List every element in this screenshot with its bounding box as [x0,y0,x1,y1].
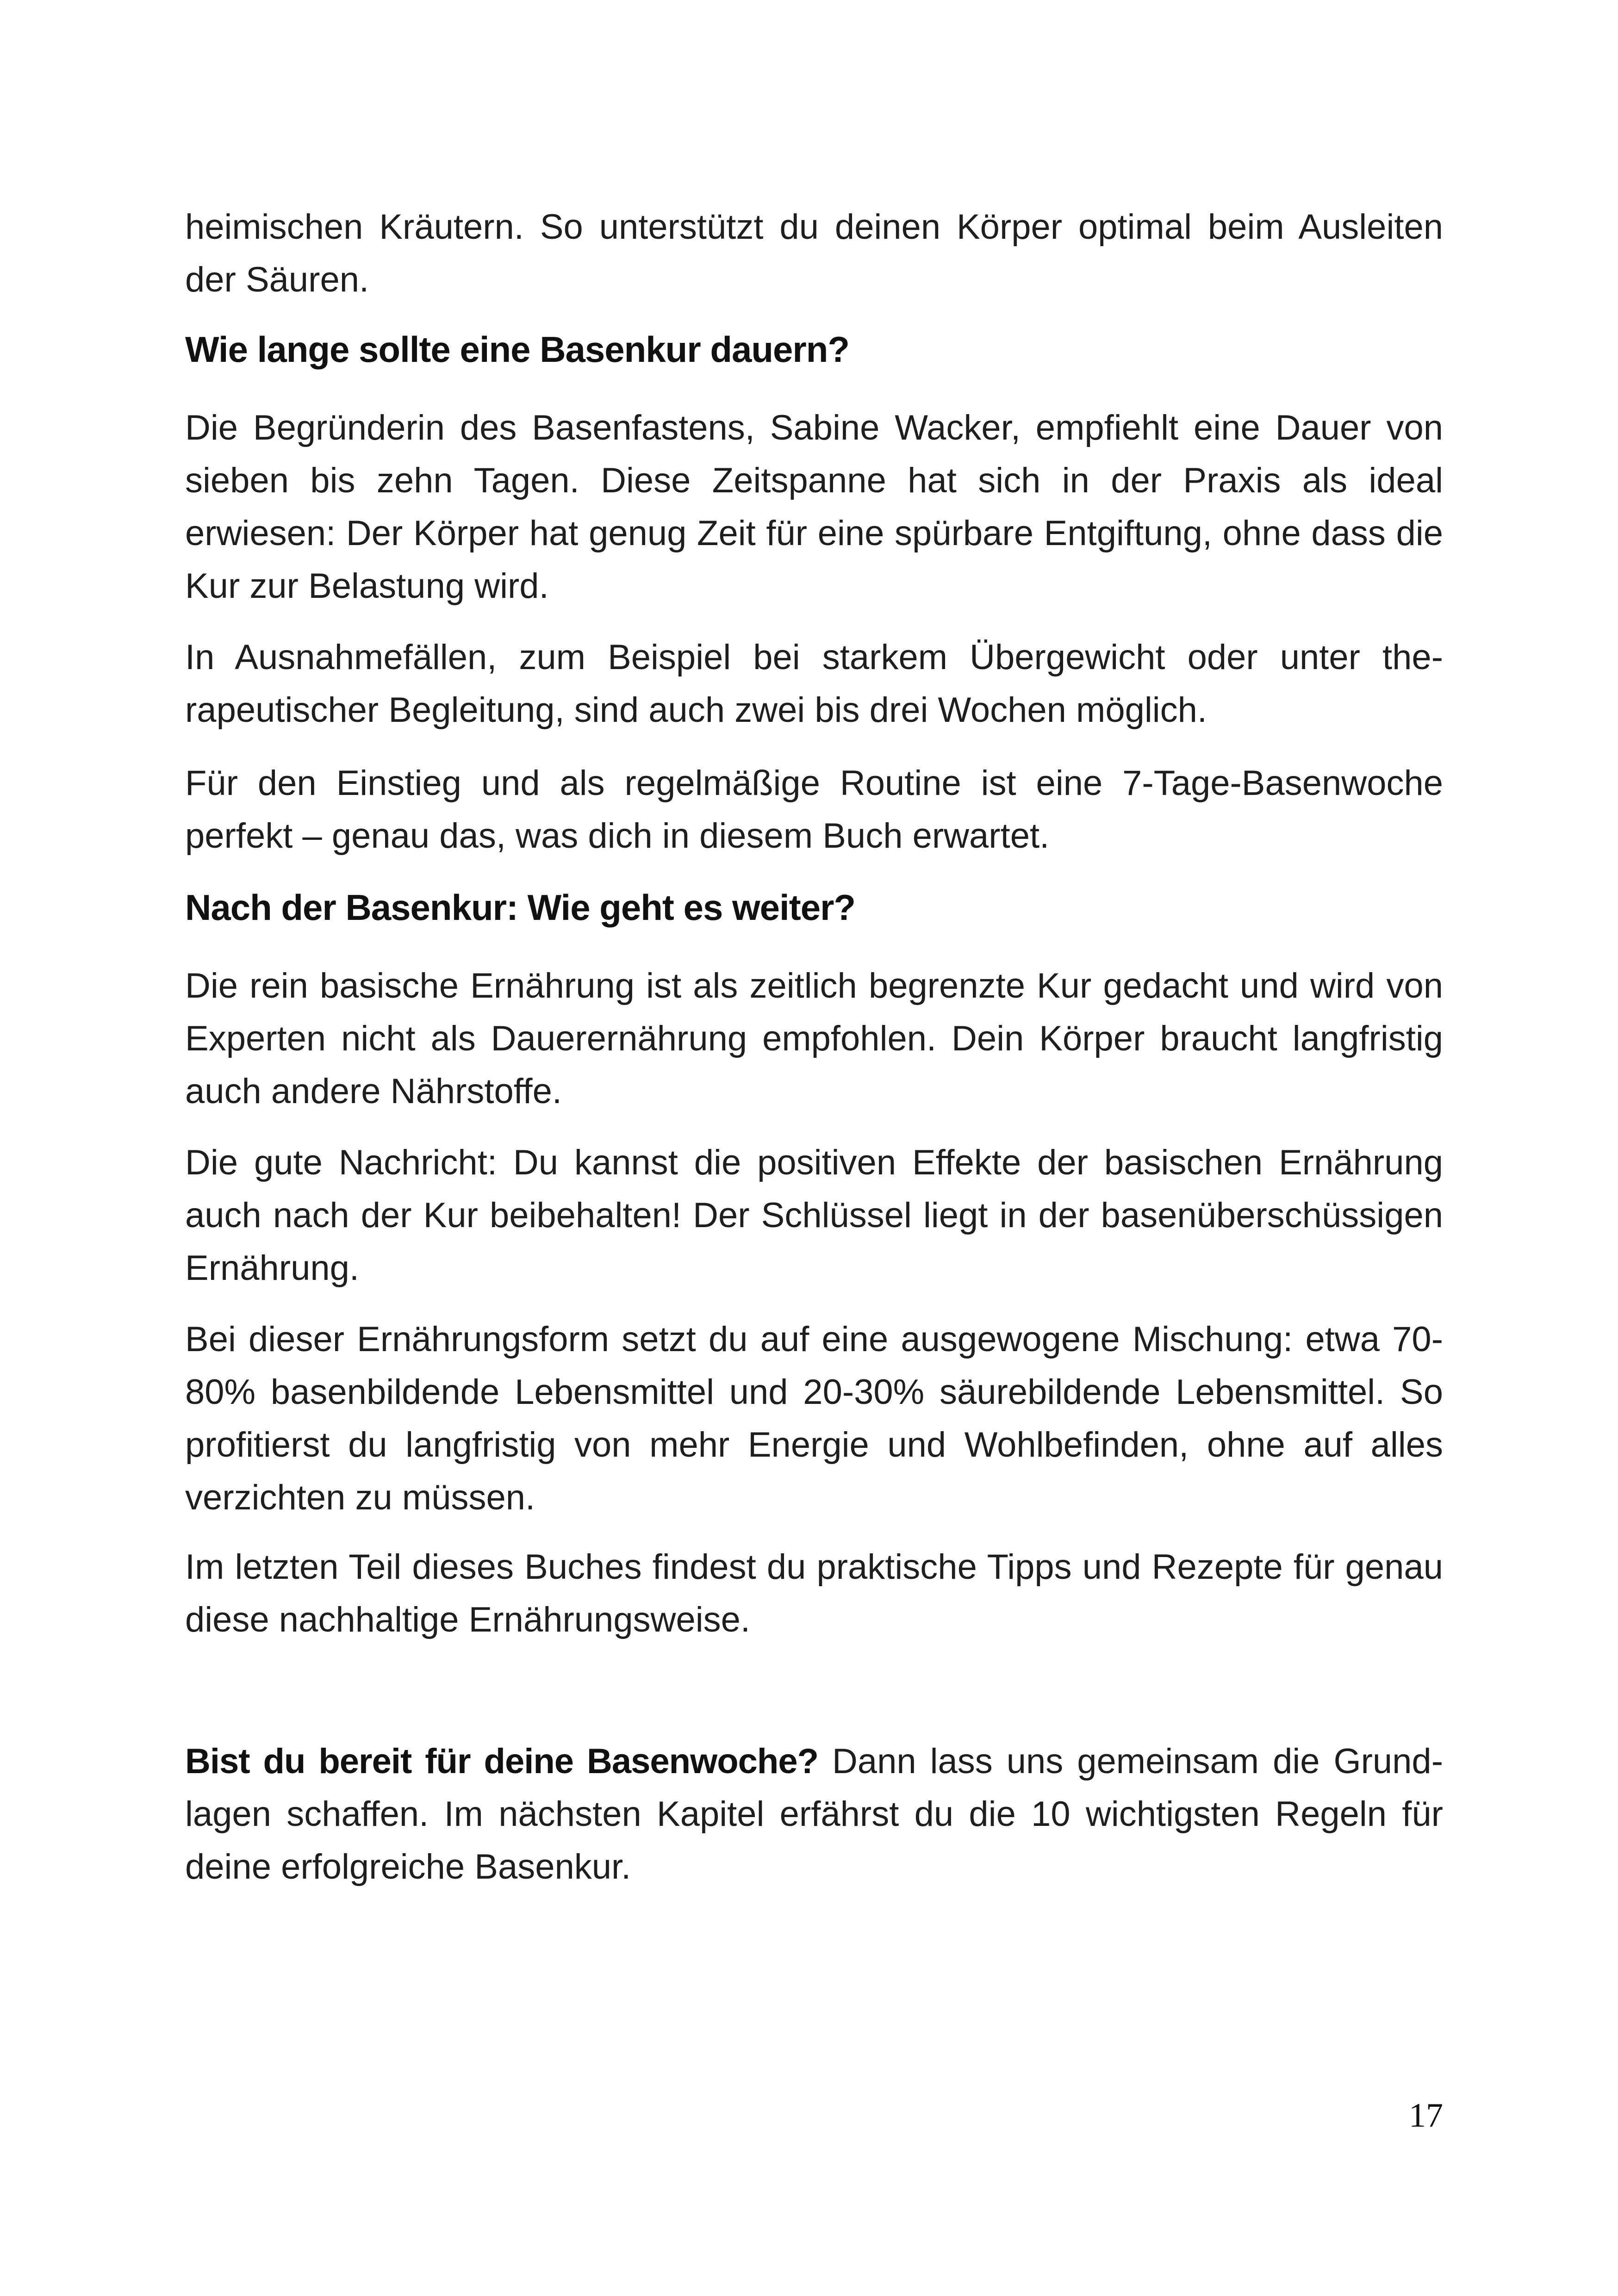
paragraph-exceptions: In Ausnahmefällen, zum Beispiel bei starkem Übergewicht oder unter therapeutischer Begleitung, sind auch zwei bis drei Wochen möglich. [185,638,1443,730]
paragraph-base-surplus-diet: Bei dieser Ernährungsform setzt du auf eine ausgewogene Mischung: etwa 70-80% basenbildende Lebensmittel und 20-30% säurebildende Lebensmittel. So profitierst du langfristig von mehr Energie und Wohlbefinden, ohne auf alles verzichten zu müssen. [185,1320,1443,1517]
paragraph-last-part: Im letzten Teil dieses Buches findest du praktische Tipps und Rezepte für genau diese nachhaltige Ernährungsweise. [185,1547,1443,1639]
closing-text: Dann lass uns gemeinsam die Grundlagen schaffen. Im nächsten Kapitel erfährst du die 10 wichtigsten Regeln für deine erfolgreiche Basenkur. [185,1742,1443,1886]
paragraph-duration-recommendation: Die Begründerin des Basenfastens, Sabine Wacker, empfiehlt eine Dauer von sieben bis zehn Tagen. Diese Zeitspanne hat sich in der Praxis als ideal erwiesen: Der Körper hat genug Zeit für eine spürbare Entgiftung, ohne dass die Kur zur Belastung wird. [185,408,1443,606]
paragraph-temporary-diet: Die rein basische Ernährung ist als zeitlich begrenzte Kur gedacht und wird von Experten nicht als Dauerernährung empfohlen. Dein Körper braucht langfristig auch andere Nährstoffe. [185,966,1443,1111]
paragraph-seven-day-week: Für den Einstieg und als regelmäßige Routine ist eine 7-Tage-Basenwoche perfekt – genau das, was dich in diesem Buch erwartet. [185,763,1443,856]
section-heading-after-cure: Nach der Basenkur: Wie geht es weiter? [185,887,856,928]
closing-question: Bist du bereit für deine Basenwoche? [185,1742,819,1781]
closing-paragraph [185,1735,1443,1893]
paragraph-good-news: Die gute Nachricht: Du kannst die positiven Effekte der basischen Ernährung auch nach der Kur beibehalten! Der Schlüssel liegt in der basenüberschüssigen Ernährung. [185,1143,1443,1288]
page-number: 17 [1409,2097,1443,2135]
section-heading-duration: Wie lange sollte eine Basenkur dauern? [185,329,850,370]
paragraph-continuation: heimischen Kräutern. So unterstützt du deinen Körper optimal beim Ausleiten der Säuren. [185,207,1443,299]
